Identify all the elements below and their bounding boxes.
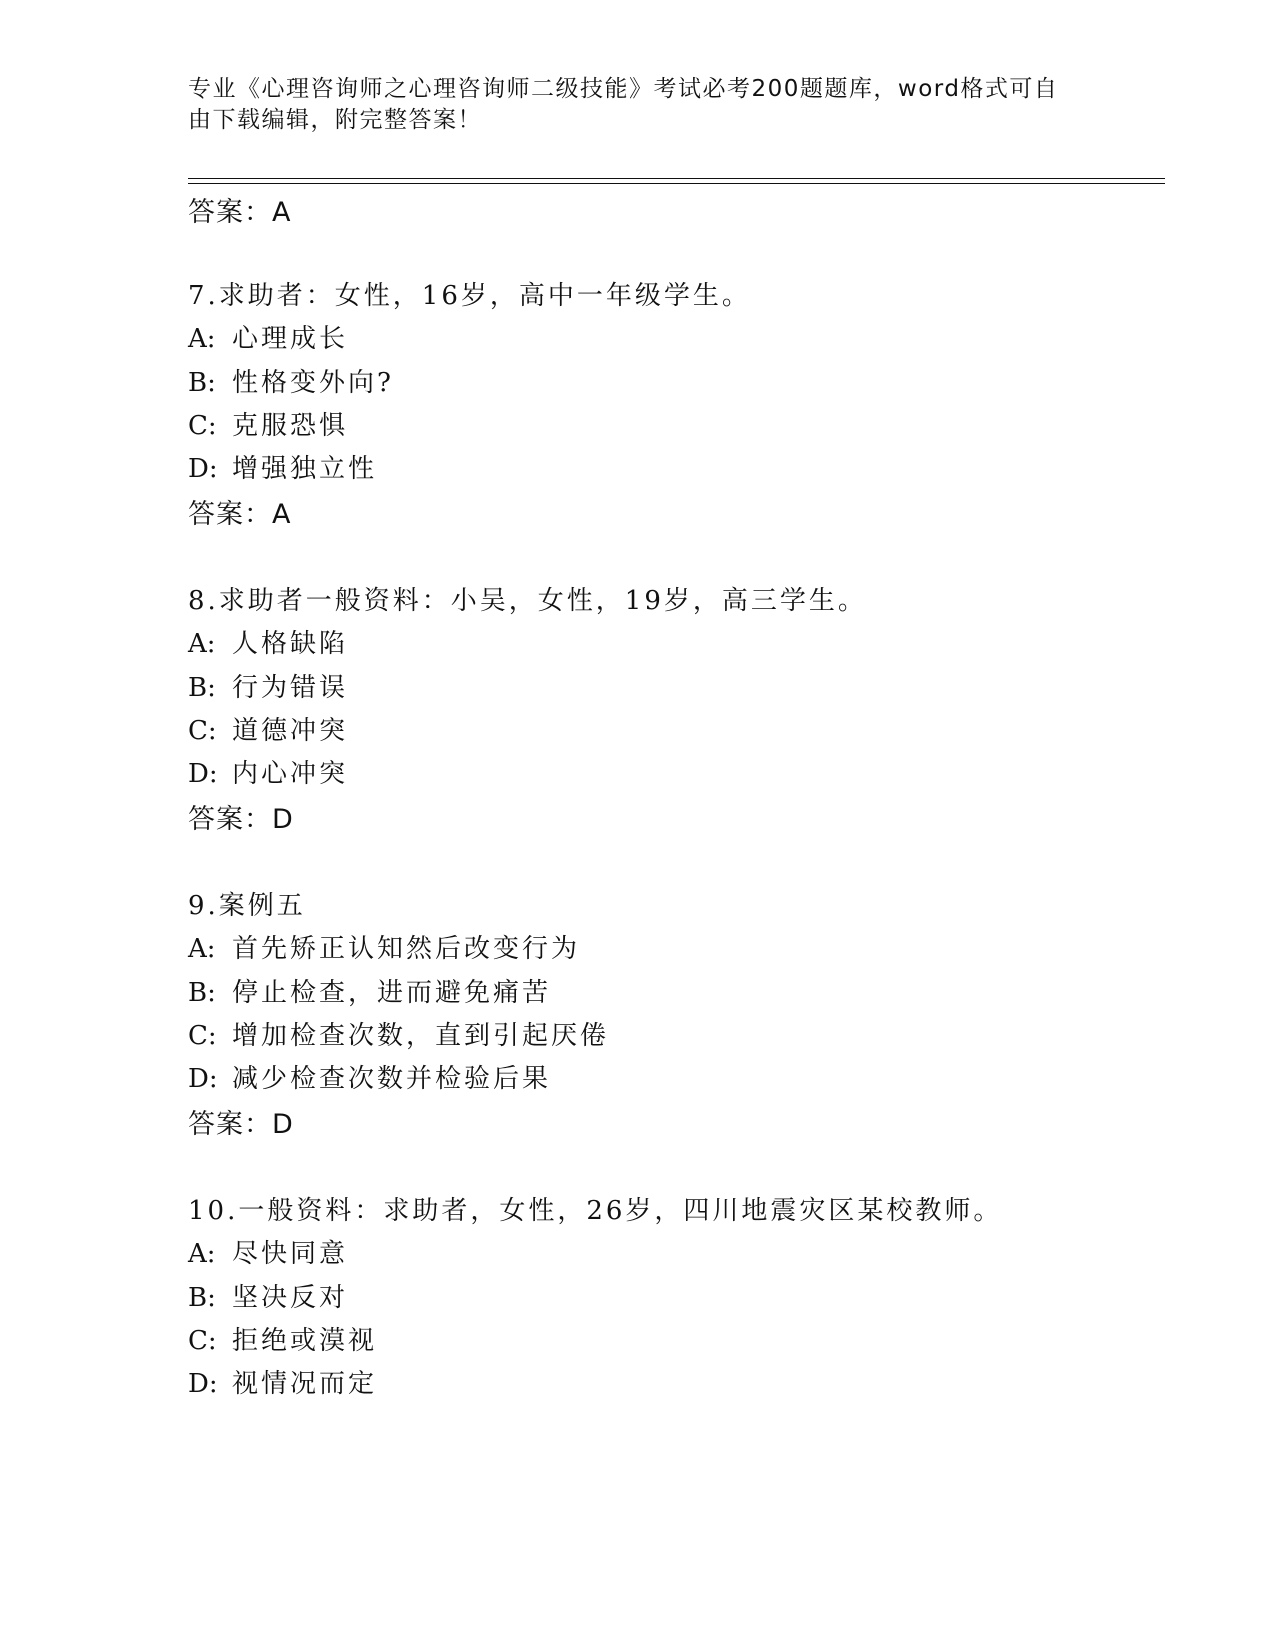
option-letter: B: — [188, 673, 216, 703]
option-text: 尽快同意 — [232, 1239, 349, 1269]
option-letter: A: — [188, 1239, 216, 1269]
question-stem: 10.一般资料：求助者，女性，26岁，四川地震灾区某校教师。 — [188, 1196, 1003, 1226]
question-stem: 9.案例五 — [188, 891, 306, 921]
option-text: 人格缺陷 — [232, 629, 349, 659]
option-letter: A: — [188, 934, 216, 964]
answer-line: 答案：A — [188, 499, 292, 530]
option-b — [188, 362, 394, 399]
option-d — [188, 1363, 377, 1400]
option-d — [188, 1058, 551, 1095]
option-letter: D: — [188, 759, 218, 789]
header-divider-top — [188, 178, 1165, 179]
option-a — [188, 1233, 348, 1270]
option-letter: A: — [188, 324, 216, 354]
option-text: 性格变外向? — [232, 368, 394, 398]
option-c — [188, 1015, 609, 1052]
option-text: 增加检查次数，直到引起厌倦 — [232, 1021, 610, 1051]
option-letter: D: — [188, 1369, 218, 1399]
option-text: 坚决反对 — [232, 1283, 349, 1313]
option-letter: B: — [188, 978, 216, 1008]
option-text: 行为错误 — [232, 673, 349, 703]
option-text: 减少检查次数并检验后果 — [232, 1064, 552, 1094]
option-c — [188, 405, 348, 442]
option-c — [188, 710, 348, 747]
option-letter: C: — [188, 1021, 217, 1051]
option-text: 拒绝或漠视 — [232, 1326, 378, 1356]
answer-line: 答案：A — [188, 197, 292, 228]
question-stem: 7.求助者：女性，16岁，高中一年级学生。 — [188, 281, 751, 311]
option-b — [188, 667, 348, 704]
option-text: 克服恐惧 — [232, 411, 349, 441]
option-d — [188, 448, 377, 485]
header-divider-bottom — [188, 183, 1165, 184]
option-a — [188, 318, 348, 355]
answer-line: 答案：D — [188, 804, 294, 835]
option-letter: C: — [188, 716, 217, 746]
option-d — [188, 753, 348, 790]
answer-line: 答案：D — [188, 1109, 294, 1140]
option-letter: A: — [188, 629, 216, 659]
option-letter: B: — [188, 1283, 216, 1313]
option-letter: D: — [188, 454, 218, 484]
option-letter: C: — [188, 1326, 217, 1356]
option-letter: C: — [188, 411, 217, 441]
option-letter: B: — [188, 368, 216, 398]
option-a — [188, 623, 348, 660]
option-c — [188, 1320, 377, 1357]
option-text: 停止检查，进而避免痛苦 — [232, 978, 552, 1008]
option-text: 内心冲突 — [232, 759, 349, 789]
option-text: 视情况而定 — [232, 1369, 378, 1399]
option-text: 道德冲突 — [232, 716, 349, 746]
option-b — [188, 972, 551, 1009]
option-text: 首先矫正认知然后改变行为 — [232, 934, 581, 964]
option-a — [188, 928, 580, 965]
option-letter: D: — [188, 1064, 218, 1094]
option-b — [188, 1277, 348, 1314]
option-text: 心理成长 — [232, 324, 349, 354]
document-header: 专业《心理咨询师之心理咨询师二级技能》考试必考200题题库，word格式可自由下载编辑，附完整答案！ — [188, 76, 1059, 133]
question-stem: 8.求助者一般资料：小吴，女性，19岁，高三学生。 — [188, 586, 867, 616]
option-text: 增强独立性 — [232, 454, 378, 484]
